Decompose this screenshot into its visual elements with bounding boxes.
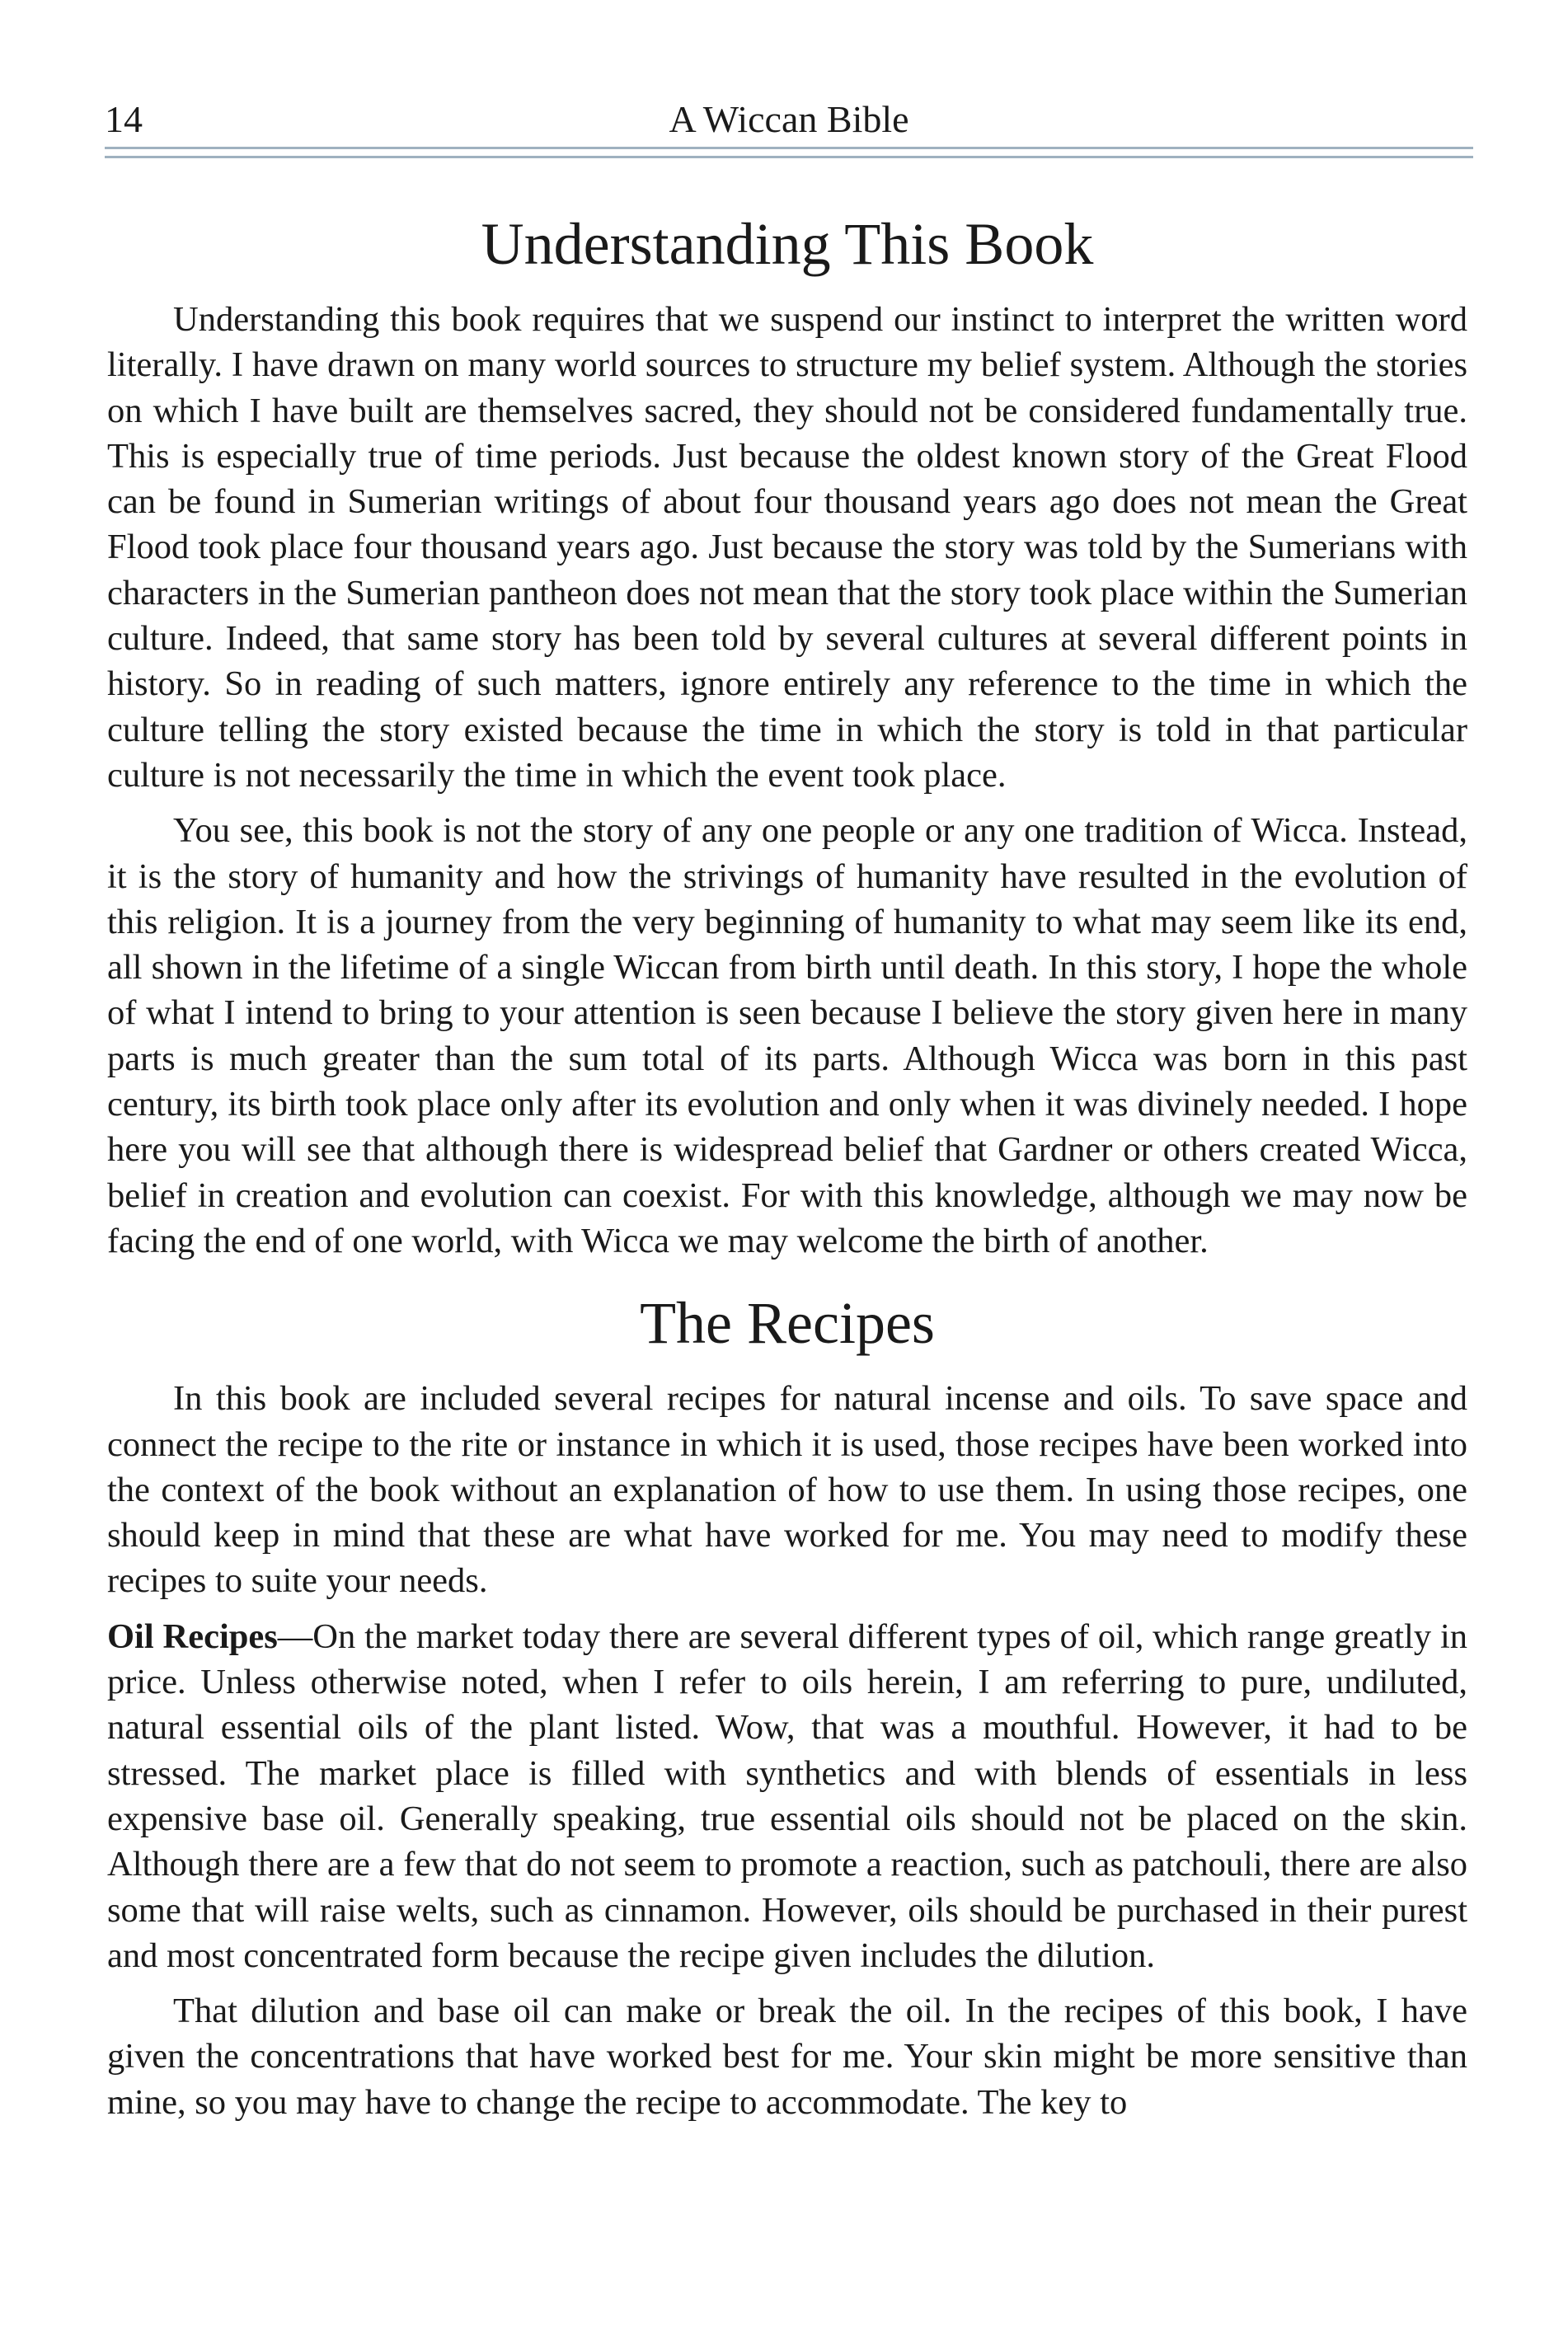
paragraph: You see, this book is not the story of any one people or any one tradition of Wicca. Instead, it is the story of humanity and how the strivings of humanity have resulted in the evolution of this religion. It is a journey from the very beginning of humanity to what may seem like its end, all shown in the lifetime of a single Wiccan from birth until death. In this story, I hope the whole of what I intend to bring to your attention is seen because I believe the story given here in many parts is much greater than the sum total of its parts. Although Wicca was born in this past century, its birth took place only after its evolution and only when it was divinely needed. I hope here you will see that although there is widespread belief that Gardner or others created Wicca, belief in creation and evolution can coexist. For with this knowledge, although we may now be facing the end of one world, with Wicca we may welcome the birth of another. <box>107 811 1467 1260</box>
section-title-understanding: Understanding This Book <box>481 211 1094 277</box>
paragraph: That dilution and base oil can make or break the oil. In the recipes of this book, I have given the concentrations that have worked best for me. Your skin might be more sensitive than mine, so you may have to change the recipe to accommodate. The key to <box>107 1992 1467 2122</box>
paragraph: In this book are included several recipes for natural incense and oils. To save space and connect the recipe to the rite or instance in which it is used, those recipes have been worked into the context of the book without an explanation of how to use them. In using those recipes, one should keep in mind that these are what have worked for me. You may need to modify these recipes to suite your needs. <box>107 1379 1467 1601</box>
section-title-recipes: The Recipes <box>640 1290 935 1357</box>
oil-recipes-paragraph <box>107 1614 1467 1978</box>
page-body <box>107 195 1467 2135</box>
oil-recipes-heading: Oil Recipes <box>107 1616 278 1656</box>
book-title: A Wiccan Bible <box>669 98 909 140</box>
page-number: 14 <box>105 98 143 140</box>
header-rule <box>105 147 1473 158</box>
running-header <box>105 91 1473 148</box>
paragraph: Understanding this book requires that we suspend our instinct to interpret the written word literally. I have drawn on many world sources to structure my belief system. Although the stories on which I have built are themselves sacred, they should not be considered fundamentally true. This is especially true of time periods. Just because the oldest known story of the Great Flood can be found in Sumerian writings of about four thousand years ago does not mean the Great Flood took place four thousand years ago. Just because the story was told by the Sumerians with characters in the Sumerian pantheon does not mean that the story took place within the Sumerian culture. Indeed, that same story has been told by several cultures at several different points in history. So in reading of such matters, ignore entirely any reference to the time in which the culture telling the story existed because the time in which the story is told in that particular culture is not necessarily the time in which the event took place. <box>107 300 1467 795</box>
oil-recipes-text: —On the market today there are several different types of oil, which range greatly in price. Unless otherwise noted, when I refer to oils herein, I am referring to pure, undiluted, natural essential oils of the plant listed. Wow, that was a mouthful. However, it had to be stressed. The market place is filled with synthetics and with blends of essentials in less expensive base oil. Generally speaking, true essential oils should not be placed on the skin. Although there are a few that do not seem to promote a reaction, such as patchouli, there are also some that will raise welts, such as cinnamon. However, oils should be purchased in their purest and most concentrated form because the recipe given includes the dilution. <box>107 1616 1467 1975</box>
